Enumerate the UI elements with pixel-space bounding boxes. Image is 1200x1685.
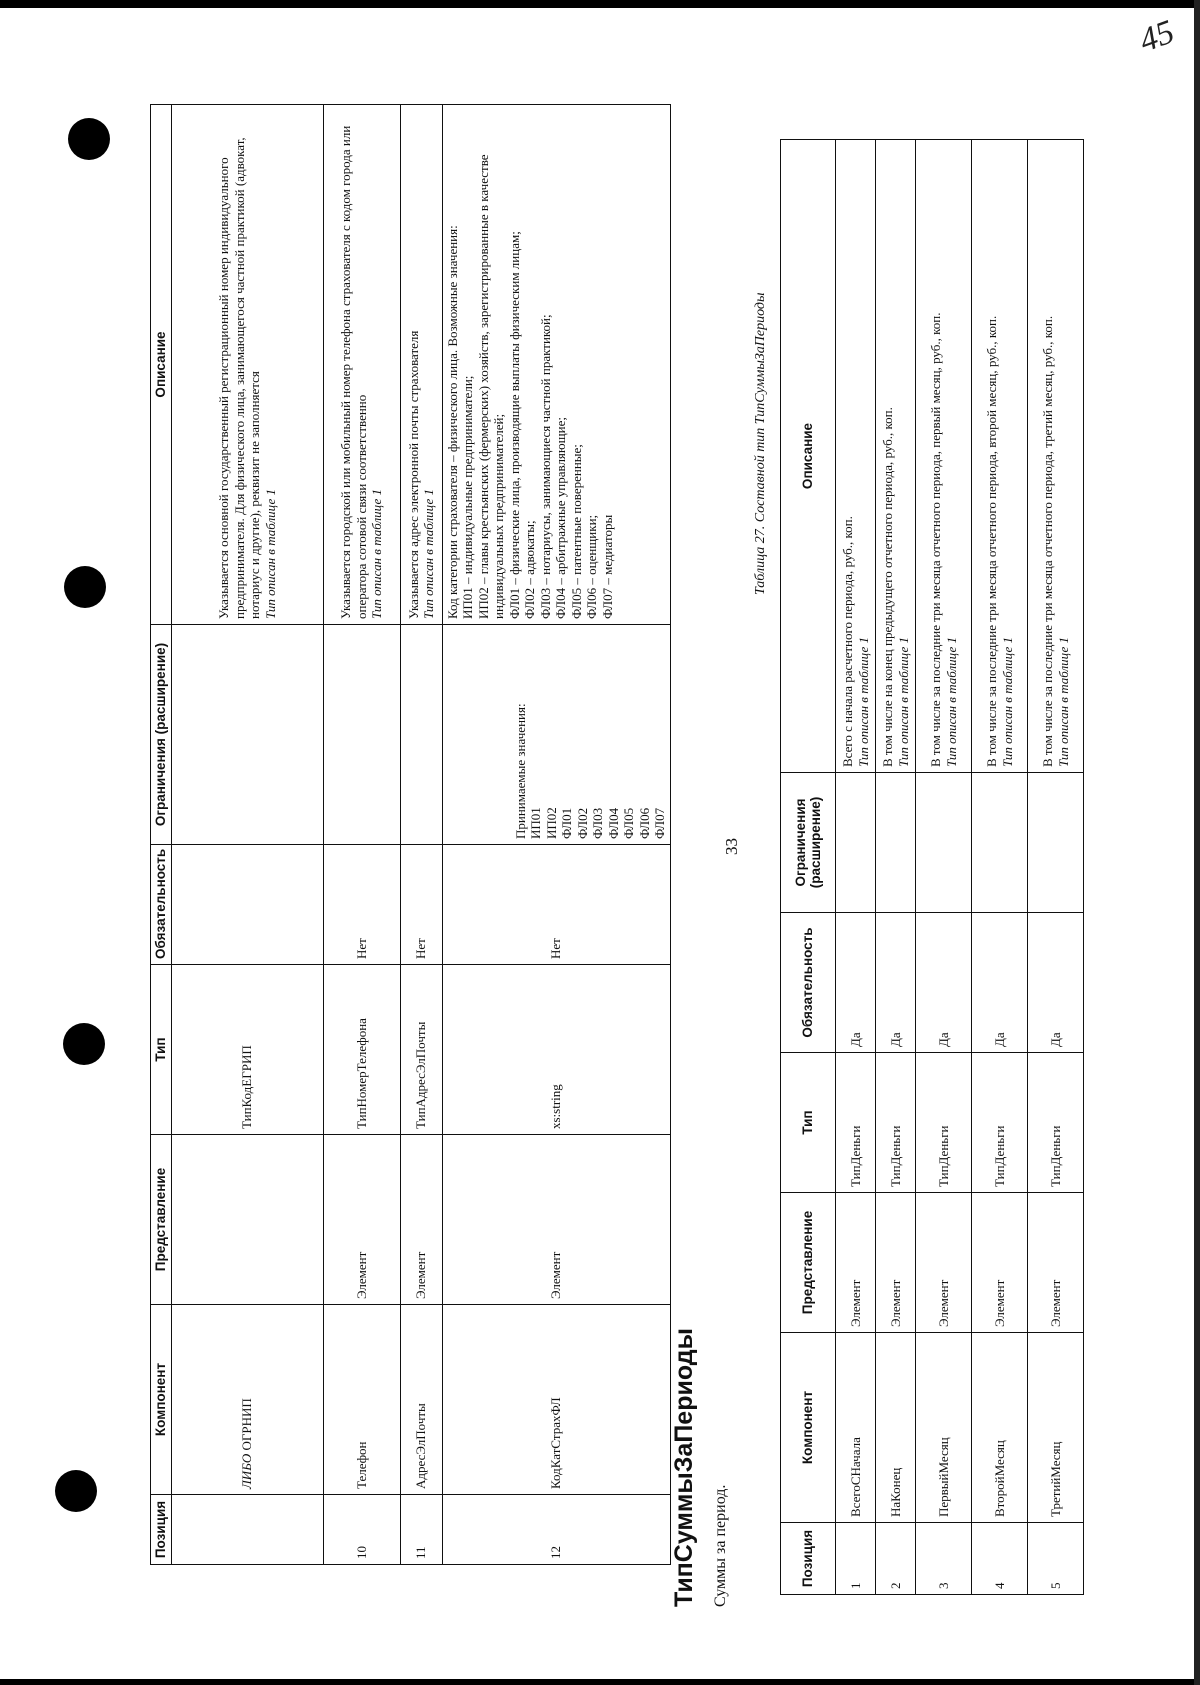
section-subtitle: Суммы за период. [712,1484,729,1607]
cell-component: ПервыйМесяц [916,1333,972,1523]
cell-type: xs:string [442,965,670,1135]
cell-representation: Элемент [323,1135,400,1305]
cell-type: ТипКодЕГРИП [171,965,323,1135]
cell-position: 11 [400,1495,442,1565]
cell-required: Нет [400,845,442,965]
description-text: Указывается городской или мобильный номер телефона страхователя с кодом города или оператора сотовой связи соответственно [338,125,369,619]
rotated-page [30,55,1170,1615]
cell-position: 12 [442,1495,670,1565]
component-prefix: ЛИБО [239,1453,255,1489]
table-header-row [781,140,836,1595]
cell-representation: Элемент [836,1193,876,1333]
cell-required: Да [916,913,972,1053]
header-description: Описание [151,105,172,625]
cell-required: Нет [442,845,670,965]
cell-type: ТипДеньги [1028,1053,1084,1193]
header-position: Позиция [781,1523,836,1595]
constraint-value: ИП02 [543,807,559,839]
table-row [400,105,442,1565]
description-note: Тип описан в таблице 1 [369,489,385,619]
table-header-row [151,105,172,1565]
cell-constraints [836,773,876,913]
table-row [972,140,1028,1595]
section-title: ТипСуммыЗаПериоды [670,1328,698,1607]
cell-position: 5 [1028,1523,1084,1595]
description-note: Тип описан в таблице 1 [943,637,959,767]
header-representation: Представление [781,1193,836,1333]
description-text: В том числе за последние три месяца отчетного периода, первый месяц, руб., коп. [928,312,943,767]
constraint-value: ФЛ01 [559,807,574,839]
constraint-value: ФЛ02 [574,807,590,839]
description-note: Тип описан в таблице 1 [1055,637,1071,767]
description-text: Указывается адрес электронной почты страхователя [405,330,421,619]
table-row [916,140,972,1595]
header-required: Обязательность [151,845,172,965]
description-text: ФЛ03 – нотариусы, занимающиеся частной практикой; [537,314,553,619]
description-note: Тип описан в таблице 1 [895,637,911,767]
description-text: ФЛ01 – физические лица, производящие выплаты физическим лицам; [506,231,522,619]
cell-component [171,1305,323,1495]
header-constraints: Ограничения (расширение) [151,625,172,845]
constraint-value: ФЛ05 [621,807,636,839]
cell-position: 1 [836,1523,876,1595]
cell-required: Да [876,913,916,1053]
constraints-title: Принимаемые значения: [512,703,528,839]
cell-component: АдресЭлПочты [400,1305,442,1495]
cell-required: Нет [323,845,400,965]
description-note: Тип описан в таблице 1 [262,489,278,619]
cell-representation: Элемент [876,1193,916,1333]
cell-constraints [171,625,323,845]
description-text: В том числе на конец предыдущего отчетного периода, руб., коп. [880,407,895,767]
cell-representation [171,1135,323,1305]
table-row [323,105,400,1565]
header-constraints: Ограничения (расширение) [781,773,836,913]
constraint-value: ФЛ07 [652,807,667,839]
description-text: Код категории страхователя – физического лица. Возможные значения: [444,225,460,619]
cell-constraints [916,773,972,913]
header-description: Описание [781,140,836,773]
cell-representation: Элемент [916,1193,972,1333]
table-row [442,105,670,1565]
cell-component: ВсегоСНачала [836,1333,876,1523]
description-text: ФЛ07 – медиаторы [599,514,615,619]
header-position: Позиция [151,1495,172,1565]
cell-component: Телефон [323,1305,400,1495]
header-type: Тип [151,965,172,1135]
cell-description [1028,140,1084,773]
cell-component: ТретийМесяц [1028,1333,1084,1523]
description-text: Всего с начала расчетного периода, руб., коп. [840,516,855,767]
cell-constraints [323,625,400,845]
cell-representation: Элемент [1028,1193,1084,1333]
cell-constraints [400,625,442,845]
header-representation: Представление [151,1135,172,1305]
constraint-value: ФЛ06 [636,807,652,839]
cell-constraints [442,625,670,845]
description-note: Тип описан в таблице 1 [999,637,1015,767]
cell-required: Да [836,913,876,1053]
header-component: Компонент [151,1305,172,1495]
header-required: Обязательность [781,913,836,1053]
description-text: ИП01 – индивидуальные предприниматели; [460,375,475,619]
cell-position: 4 [972,1523,1028,1595]
scan-border-right [1194,0,1200,1685]
cell-description [400,105,442,625]
cell-description [836,140,876,773]
constraint-value: ФЛ04 [605,807,621,839]
description-text: Указывается основной государственный регистрационный номер индивидуального предпринимателя. Для физического лица, занимающегося частной практикой (адвокат, нотариус и другие), реквизит не заполняется [216,137,262,619]
cell-type: ТипДеньги [876,1053,916,1193]
component-name: ОГРНИП [239,1398,255,1451]
cell-position: 3 [916,1523,972,1595]
table-caption: Таблица 27. Составной тип ТипСуммыЗаПериоды [753,292,768,595]
cell-position [171,1495,323,1565]
description-text: ФЛ05 – патентные поверенные; [568,444,584,619]
cell-type: ТипАдресЭлПочты [400,965,442,1135]
cell-type: ТипДеньги [836,1053,876,1193]
constraint-value: ИП01 [528,807,543,839]
cell-component: НаКонец [876,1333,916,1523]
cell-position: 10 [323,1495,400,1565]
cell-type: ТипДеньги [916,1053,972,1193]
scan-border-bottom [0,1679,1200,1685]
header-component: Компонент [781,1333,836,1523]
cell-component: КодКатСтрахФЛ [442,1305,670,1495]
cell-description [972,140,1028,773]
cell-representation: Элемент [972,1193,1028,1333]
cell-representation: Элемент [442,1135,670,1305]
cell-type: ТипНомерТелефона [323,965,400,1135]
cell-constraints [876,773,916,913]
cell-required: Да [1028,913,1084,1053]
handwritten-mark: 45 [1134,13,1180,60]
cell-description [916,140,972,773]
description-text: В том числе за последние три месяца отчетного периода, второй месяц, руб., коп. [984,315,999,767]
table-row [1028,140,1084,1595]
table-row [836,140,876,1595]
page-number: 33 [722,838,741,855]
cell-constraints [1028,773,1084,913]
cell-description [442,105,670,625]
cell-required [171,845,323,965]
table-row [171,105,323,1565]
cell-description [323,105,400,625]
cell-type: ТипДеньги [972,1053,1028,1193]
description-text: ФЛ06 – оценщики; [584,514,599,619]
main-table [150,104,671,1565]
constraint-value: ФЛ03 [590,807,605,839]
header-type: Тип [781,1053,836,1193]
description-text: ИП02 – главы крестьянских (фермерских) хозяйств, зарегистрированные в качестве индивидуальных предпринимателей; [475,154,506,619]
description-note: Тип описан в таблице 1 [421,489,436,619]
cell-description [876,140,916,773]
cell-required: Да [972,913,1028,1053]
cell-representation: Элемент [400,1135,442,1305]
description-text: ФЛ04 – арбитражные управляющие; [553,417,568,619]
sums-table [780,139,1084,1595]
cell-component: ВторойМесяц [972,1333,1028,1523]
cell-constraints [972,773,1028,913]
cell-description [171,105,323,625]
description-text: В том числе за последние три месяца отчетного периода, третий месяц, руб., коп. [1040,315,1055,767]
scan-border-top [0,0,1200,8]
description-text: ФЛ02 – адвокаты; [522,520,537,619]
cell-position: 2 [876,1523,916,1595]
description-note: Тип описан в таблице 1 [855,637,871,767]
table-row [876,140,916,1595]
